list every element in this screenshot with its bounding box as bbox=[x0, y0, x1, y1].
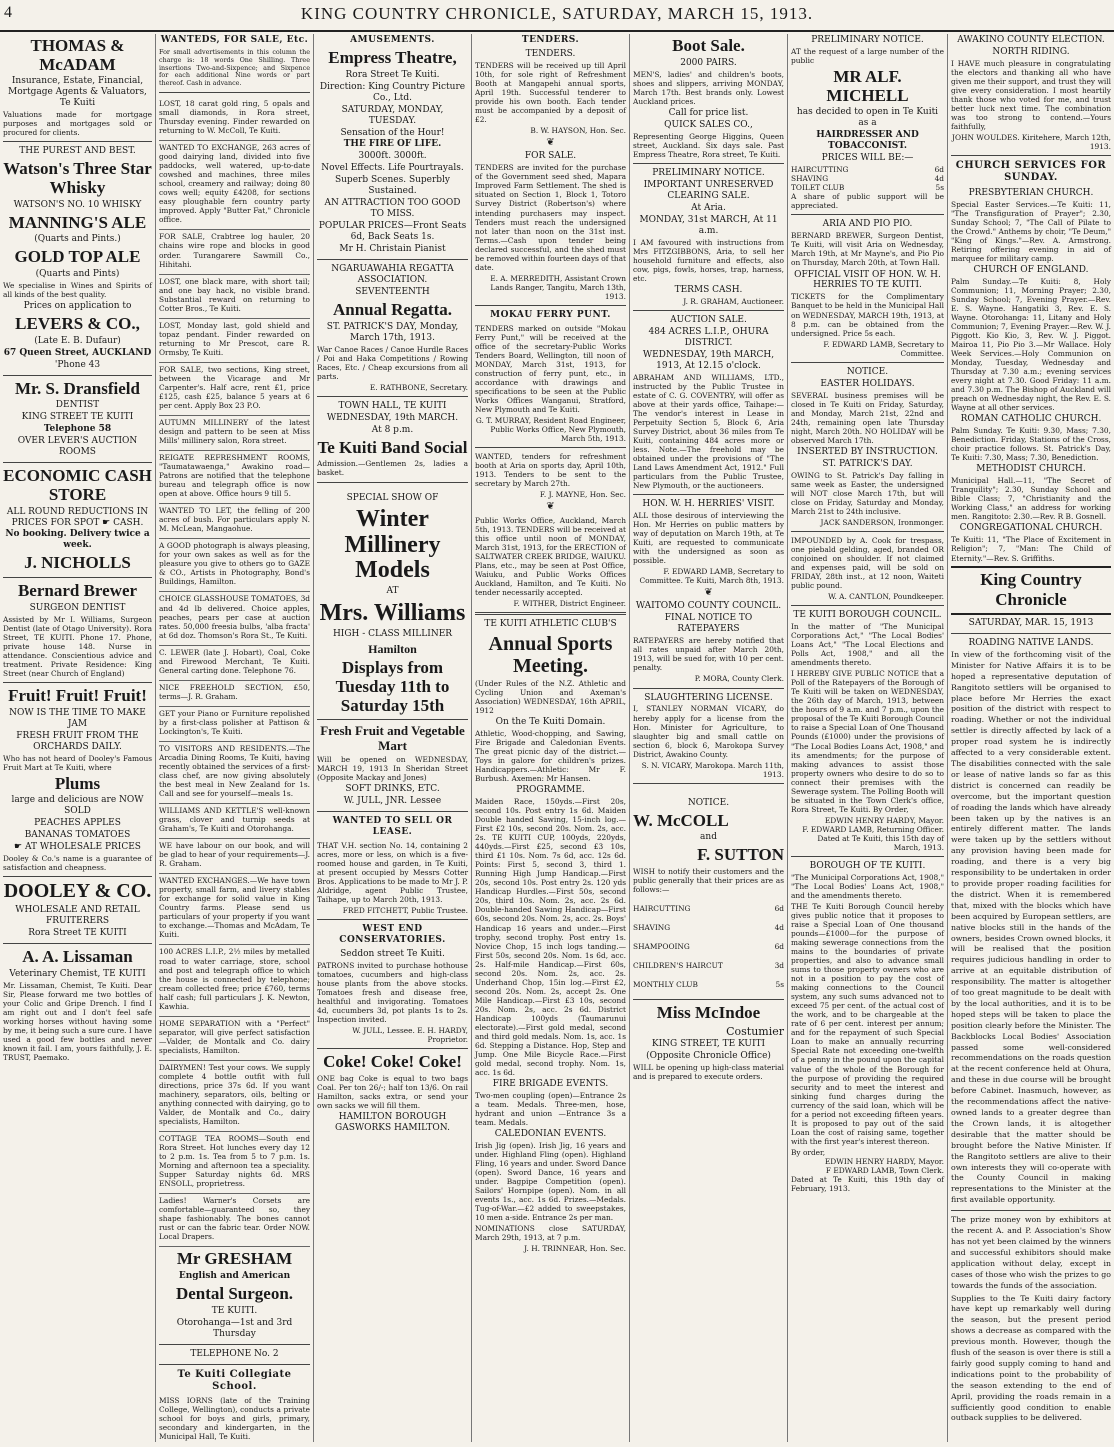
fire-of-life: THE FIRE OF LIFE. bbox=[343, 139, 442, 150]
caledonian-text: Irish Jig (open). Irish Jig, 16 years and under. Highland Fling (open). Highland Fling, 16 years and under. Sword Dance (open). Sword Dance, 16 years and under. Bagpipe Competition (open). Sailors' Hornpipe (open). Nom. in all events 1s., acc. 1s 6d. Prizes.—Medals. Tug-of-War.—£2 added to sweepstakes, 10 men a-side. Entrance 2s per man. bbox=[475, 1141, 626, 1223]
lissaman-text: Mr. Lissaman, Chemist, Te Kuiti. Dear Sir, Please forward me two bottles of your Colic and Gripe Drench. I find I am right out and I don't feel safe working horses without having some by me, it being such a sure cure. I have used a good few bottles and never known it fail. I am, yours faithfully, J. E. TRUST, Paemako. bbox=[3, 980, 152, 1062]
church-of-england: CHURCH OF ENGLAND. bbox=[973, 264, 1089, 275]
classified-ad: WANTED TO EXCHANGE, 263 acres of good dairying land, divided into five paddocks, well watered, up-to-date cowshed and machines, three miles school, creamery and railway; doing 80 cows well; equity £4208, for sections easy ploughable fern country party improved. Apply "Butter Fat," Chronicle office. bbox=[159, 141, 310, 230]
classified-ad: COTTAGE TEA ROOMS—South end Rora Street. Hot lunches every day 12 to 2 p.m. 1s. Tea from 5 to 7 p.m. 1s. Morning and afternoon tea a speciality. Supper Saturday nights 6d. MRS ENSOLL, proprietress. bbox=[159, 1132, 310, 1194]
quarts-label-1: (Quarts and Pints.) bbox=[34, 234, 121, 245]
dentist-label: DENTIST bbox=[55, 400, 100, 411]
mokau-heading: MOKAU FERRY PUNT. bbox=[490, 309, 611, 320]
lamb2-sig: F EDWARD LAMB, Town Clerk. bbox=[825, 1165, 944, 1175]
prelim-notice-6: PRELIMINARY NOTICE. bbox=[811, 35, 924, 45]
empress-title: Empress Theatre, bbox=[328, 47, 457, 67]
price-row: SHAMPOOING 6d bbox=[633, 942, 784, 952]
watsons-no10: WATSON'S NO. 10 WHISKY bbox=[13, 199, 142, 210]
classified-ad: CHOICE GLASSHOUSE TOMATOES, 3d and 4d lb delivered. Choice apples, peaches, pears per case at auction rates. 50,000 freesia bulbs, 'alba fracta' at 6d doz. Thomson's Rora St., Te Kuiti. bbox=[159, 592, 310, 645]
mart-opened: Will be opened on WEDNESDAY, MARCH 19, 1913 In Sheridan Street (Opposite Mackay and Jones) bbox=[317, 755, 468, 783]
classified-ad: WANTED EXCHANGES.—We have town property, small farm, and livery stables for exchange for solid value in King Country farms. Please send us particulars of your property if you want to exchange.—Thomas and McAdam, Te Kuiti. bbox=[159, 874, 310, 945]
inserted: INSERTED BY INSTRUCTION. bbox=[797, 446, 938, 457]
collegiate-text: MISS IORNS (late of the Training College, Wellington), conducts a private school for boys and girls, primary, secondary and kindergarten, in the Municipal Hall, Te Kuiti. bbox=[159, 1395, 310, 1442]
jull-sig: W. JULL, Lessee. E. H. HARDY, Proprietor. bbox=[352, 1026, 468, 1045]
coke-text: ONE bag Coke is equal to two bags Coal. Per ton 26/-; half ton 13/6. On rail Hamilton, sacks extra, or send your own sacks we will fill them. bbox=[317, 1074, 468, 1111]
classified-ad: 100 ACRES L.I.P., 2½ miles by metalled road to water carriage, store, school and post and telegraph office to which the house is connected by telephone; cream collected free; price £760, terms half cash; full particulars J. K. Newton, Kawhia. bbox=[159, 945, 310, 1016]
column-5 bbox=[630, 34, 788, 1442]
thomas-mcadam-title: THOMAS & McADAM bbox=[30, 36, 125, 74]
town-hall: TOWN HALL, TE KUITI bbox=[338, 400, 447, 411]
tender-4-sig: F. J. MAYNE, Hon. Sec. bbox=[539, 490, 626, 500]
mccoll-title: W. McCOLL bbox=[633, 810, 729, 830]
owing-text: OWING to St. Patrick's Day falling in same week as Easter, the undersigned will NOT close March 17th, but will close on Friday, Saturday and Monday, March 21st to 24th inclusive. bbox=[791, 470, 944, 516]
guarantee-text: Dooley & Co.'s name is a guarantee of satisfaction and cheapness. bbox=[3, 854, 152, 873]
matter-text: In the matter of "The Municipal Corporations Act," "The Local Bodies' Loans Act," "The Local Elections and Polls Act, 1908," and all the amendments thereto. bbox=[791, 622, 944, 668]
chronicle-logo: King Country Chronicle bbox=[951, 566, 1111, 615]
special-show: SPECIAL SHOW OF bbox=[346, 492, 439, 503]
tickets-text: TICKETS for the Complimentary Banquet to be held in the Municipal Hall on WEDNESDAY, MARCH 19th, 1913, at 8 p.m. can be obtained from the undersigned. Price 5s each. bbox=[791, 292, 944, 338]
monday-31st: MONDAY, 31st MARCH, At 11 a.m. bbox=[639, 214, 778, 236]
abraham-text: ABRAHAM AND WILLIAMS, LTD., instructed by the Public Trustee in estate of C. G. COVENTRY, will offer as above at their yards office, Taihape:—The vendor's interest in Lease in Perpetuity Section 5, Block 6, Aria Survey District, about 36 miles from Te Kuiti, containing 484 acres more or less. Note.—The freehold may be obtained under the provisions of "The Land Laws Amendment Act, 1912." Full particulars from the Public Trustee, New Plymouth, or the auctioneers. bbox=[633, 372, 784, 490]
price-row: MONTHLY CLUB 5s bbox=[633, 980, 784, 990]
classified-ad: LOST, one black mare, with short tail; and one bay hack, no visible brand. Substantial reward on returning to Cotter Bros., Te Kuiti. bbox=[159, 275, 310, 319]
tender-3: TENDERS marked on outside "Mokau Ferry Punt," will be received at the office of the secretary-Public Works Tenders Board, Wellington, till noon of MONDAY, March 31st, 1913, for construction of ferry punt, etc., in accordance with drawings and specifications to be seen at the Public Works Offices Wanganui, Stratford, New Plymouth and Te Kuiti. bbox=[475, 323, 626, 415]
notice-heading: NOTICE. bbox=[687, 797, 730, 808]
vh-text: THAT V.H. section No. 14, containing 2 acres, more or less, on which is a five-roomed house and garden, in Te Kuiti, at present occupied by Messrs Cotter Bros. Applications to be made to Mr J. P. Aldridge, agent Public Trustee, Taihape, up to March 20th, 1913. bbox=[317, 840, 468, 905]
classified-ad: LOST, Monday last, gold shield and topaz pendant. Finder rewarded on returning to Mr Prescot, care R. Ormsby, Te Kuiti. bbox=[159, 319, 310, 363]
lissaman-title: A. A. Lissaman bbox=[22, 947, 133, 967]
clearing-sale: IMPORTANT UNRESERVED CLEARING SALE. bbox=[643, 179, 774, 201]
for-sale-heading: FOR SALE. bbox=[524, 151, 577, 162]
admission: Admission.—Gentlemen 2s, ladies a basket. bbox=[317, 459, 468, 478]
page-number: 4 bbox=[4, 4, 12, 21]
programme-heading: PROGRAMME. bbox=[516, 785, 585, 796]
west-end: WEST END CONSERVATORIES. bbox=[339, 924, 446, 946]
borough-council: TE KUITI BOROUGH COUNCIL. bbox=[793, 610, 942, 621]
fitchett-sig: FRED FITCHETT, Public Trustee. bbox=[342, 906, 468, 916]
classified-ad: HOME SEPARATION with a "Perfect" separator, will give perfect satisfaction—Valder, de Montalk and Co. dairy specialists, Hamilton. bbox=[159, 1017, 310, 1061]
price-row: HAIRCUTTING 6d bbox=[633, 904, 784, 914]
several-text: SEVERAL business premises will be closed in Te Kuiti on Friday, Saturday, and Monday, March 21st, 22nd and 24th, remaining open late Thursday night, March 20th. NO HOLIDAY will be observed March 17th. bbox=[791, 390, 944, 445]
novel-effects: Novel Effects. Life Pourtrayals. bbox=[321, 163, 464, 174]
amusements-heading: AMUSEMENTS. bbox=[350, 35, 435, 45]
brewer-text: Assisted by Mr I. Williams, Surgeon Dentist (late of Otago University). Rora Street, TE KUITI. Phone 17. Phone, private house 148. Nurse in attendance. Conscientious advice and treatment. Private Residence: King Street (near Church of England) bbox=[3, 614, 152, 678]
band-social: Te Kuiti Band Social bbox=[317, 437, 468, 457]
attraction: AN ATTRACTION TOO GOOD TO MISS. bbox=[324, 198, 461, 220]
fitzgibbons-text: I AM favoured with instructions from Mrs FITZGIBBONS, Aria, to sell her household furniture and effects, also cow, pigs, fowls, horses, trap, harness, etc. bbox=[633, 237, 784, 283]
thomas-mcadam-lines: Insurance, Estate, Financial, Mortgage Agents & Valuators, Te Kuiti bbox=[8, 76, 147, 109]
tender-1: TENDERS will be received up till April 10th, for sole right of Refreshment Booth at Mangapehi annual sports, April 19th. Successful tenderer to provide his own booth. Each tender must be accompanied by a deposit of £2. bbox=[475, 60, 626, 125]
wanteds-heading: WANTEDS, FOR SALE, Etc. bbox=[160, 35, 309, 45]
rora-street: Rora Street Te Kuiti. bbox=[345, 69, 440, 80]
collegiate-title: Te Kuiti Collegiate School. bbox=[177, 1368, 292, 1392]
hamilton: Hamilton bbox=[368, 642, 417, 657]
classified-ad: FOR SALE, Crabtree log hauler, 20 chains wire rope and blocks in good order. Turangarere Sawmill Co., Hihitahi. bbox=[159, 230, 310, 274]
ngaruawahia: NGARUAWAHIA REGATTA ASSOCIATION. bbox=[331, 264, 454, 286]
tender-3-sig: G. T. MURRAY, Resident Road Engineer, Public Works Office, New Plymouth, March 5th, 1913. bbox=[475, 416, 626, 444]
column-4 bbox=[472, 34, 630, 1442]
dransfield-title: Mr. S. Dransfield bbox=[15, 378, 140, 398]
classified-ad: C. LEWER (late J. Hobart), Coal, Coke and Firewood Merchant, Te Kuiti. General carting done. Telephone 76. bbox=[159, 646, 310, 681]
levers-address: 67 Queen Street, AUCKLAND bbox=[3, 347, 152, 358]
rc-text: Palm Sunday. Te Kuiti: 9.30, Mass; 7.30, Benediction. Friday, Stations of the Cross, choir practice follows. St. Patrick's Day, Te Kuiti: 7.30, Mass; 7.30, Benediction. bbox=[951, 426, 1111, 463]
vicary-sig: S. N. VICARY, Marokopa. March 11th, 1913. bbox=[641, 760, 784, 779]
annual-regatta: Annual Regatta. bbox=[332, 300, 452, 320]
displays: Displays from Tuesday 11th to Saturday 15th bbox=[335, 658, 450, 715]
brewer-sub: SURGEON DENTIST bbox=[29, 602, 126, 613]
king-street-label: KING STREET TE KUITI bbox=[21, 412, 134, 423]
ornament-icon: ❦ bbox=[546, 137, 555, 149]
domain-label: On the Te Kuiti Domain. bbox=[495, 716, 606, 727]
column-7 bbox=[948, 34, 1114, 1442]
official-visit: OFFICIAL VISIT OF HON. W. H. HERRIES TO TE KUITI. bbox=[794, 269, 941, 291]
presbyterian: PRESBYTERIAN CHURCH. bbox=[968, 187, 1094, 198]
quick-text: Representing George Higgins, Queen street, Auckland. Six days sale. Past Empress Theatre, Rora street, Te Kuiti. bbox=[633, 131, 784, 159]
quick-sales: QUICK SALES CO., bbox=[664, 119, 753, 130]
borough-te-kuiti: BOROUGH OF TE KUITI. bbox=[809, 860, 926, 871]
wed-19th: WEDNESDAY, 19th MARCH, 1913, At 12.15 o'clock. bbox=[642, 349, 775, 371]
sports-rules: (Under Rules of the N.Z. Athletic and Cycling Union and Axeman's Association) WEDNESDAY, 16th APRIL, 1912 bbox=[475, 678, 626, 715]
mora-sig: P. MORA, County Clerk. bbox=[694, 674, 784, 684]
no-booking: No booking. Delivery twice a week. bbox=[5, 529, 150, 551]
fresh-fruit: FRESH FRUIT FROM THE ORCHARDS DAILY. bbox=[16, 730, 139, 752]
woulds-text: I HAVE much pleasure in congratulating the electors and thanking all who have given me their support, and trust they will give every consideration. I most heartily thank those who voted for me, and trust better luck next time. The combination was too strong to contend.—Yours faithfully, bbox=[951, 58, 1111, 132]
dated: Dated at Te Kuiti, this 19th day of February, 1913. bbox=[791, 1174, 944, 1193]
classified-ad: TO VISITORS AND RESIDENTS.—The Arcadia Dining Rooms, Te Kuiti, having recently obtained the services of a first-class chef, are now giving absolutely the best meal in New Zealand for 1s. Call and see for yourself—meals 1s. bbox=[159, 742, 310, 804]
st-pat-heading: ST. PATRICK'S DAY. bbox=[822, 458, 913, 469]
newspaper-title: KING COUNTRY CHRONICLE, SATURDAY, MARCH 15, 1913. bbox=[300, 4, 814, 23]
sutton-title: F. SUTTON bbox=[697, 845, 784, 865]
prelim-notice: PRELIMINARY NOTICE. bbox=[652, 167, 765, 178]
economic-title: ECONOMIC CASH STORE bbox=[3, 466, 152, 504]
tender-4: WANTED, tenders for refreshment booth at Aria on sports day, April 10th, 1913. Tenders to be sent to the secretary by March 27th. bbox=[475, 452, 626, 489]
wish-text: WISH to notify their customers and the public generally that their prices are as follows:— bbox=[633, 867, 784, 895]
congregational: CONGREGATIONAL CHURCH. bbox=[959, 523, 1103, 534]
classified-ad: REIGATE REFRESHMENT ROOMS, "Taumatawaenga," Awakino road—Patrons are notified that the telephone bureau and telegraph office is now open at above. Office hours 9 till 5. bbox=[159, 451, 310, 504]
classified-ad: AUTUMN MILLINERY of the latest design and pattern to be seen at Miss Mills' millinery salon, Rora street. bbox=[159, 416, 310, 451]
at-aria: At Aria. bbox=[691, 202, 726, 213]
hardy2-sig: EDWIN HENRY HARDY, Mayor. bbox=[824, 1156, 944, 1166]
prices-will-be: PRICES WILL BE:— bbox=[821, 153, 914, 164]
fire-text: Two-men coupling (open)—Entrance 2s a team. Medals. Three-men, hose, hydrant and union —Entrance 3s a team. Medals. bbox=[475, 1091, 626, 1128]
price-row: SHAVING 4d bbox=[791, 174, 944, 184]
ornament-icon: ❦ bbox=[704, 587, 713, 599]
film-length: 3000ft. 3000ft. bbox=[358, 151, 427, 162]
classified-ad: A GOOD photograph is always pleasing, for your own sakes as well as for the pleasure you give to others go to GAZE & CO., Artists in Photography, Bond's Buildings, Hamilton. bbox=[159, 539, 310, 592]
and-label: and bbox=[700, 832, 717, 843]
gresham-title: Mr GRESHAM bbox=[176, 1249, 293, 1269]
wholesale-prices: ☛ AT WHOLESALE PRICES bbox=[14, 842, 141, 853]
dooley-sub: WHOLESALE AND RETAIL FRUITERERS bbox=[15, 905, 140, 927]
classified-ad: LOST, 18 carat gold ring, 5 opals and small diamonds, in Rora street, Thursday evening. Finder rewarded on returning to W. McColl, Te Kuiti. bbox=[159, 97, 310, 141]
will-open: WILL be opening up high-class material and is prepared to execute orders. bbox=[633, 1063, 784, 1082]
gold-top-title: GOLD TOP ALE bbox=[14, 247, 141, 267]
woulds-sig: JOHN WOULDES. Kiritehere, March 12th, 1913. bbox=[952, 133, 1111, 152]
tender-5-sig: F. WITHER, District Engineer. bbox=[513, 598, 626, 608]
call-price-list: Call for price list. bbox=[668, 107, 749, 118]
over-levers: OVER LEVER'S AUCTION ROOMS bbox=[17, 436, 138, 458]
classified-ad: NICE FREEHOLD SECTION, £50, terms—J. R. Graham. bbox=[159, 681, 310, 707]
church-services: CHURCH SERVICES FOR SUNDAY. bbox=[955, 160, 1107, 184]
prize-text: The prize money won by exhibitors at the recent A. and P. Association's Show has not yet been claimed by the winners and successful exhibitors should make application without delay, except in cases of those who wish the prizes to go towards the funds of the association. bbox=[951, 1215, 1111, 1290]
impounded-text: IMPOUNDED by A. Cook for trespass, one piebald gelding, aged, branded OR conjoined on shoulder. If not claimed and expenses paid, will be sold on FRIDAY, 28th inst., at 12 noon, Waiteti public pound. bbox=[791, 535, 944, 591]
tender-5: Public Works Office, Auckland, March 5th, 1913. TENDERS will be received at this office until noon of MONDAY, March 31st, 1913, for the ERECTION of SALTWATER CREEK BRIDGE, WAIUKU. Plans, etc., may be seen at Post Office, Waiuku, and Public Works Offices Auckland, Hamilton, and Te Kuiti. No tender necessarily accepted. bbox=[475, 515, 626, 597]
methodist-text: Municipal Hall.—11, "The Secret of Tranquility"; 2.30, Sunday School and Bible Class; 7, "Christianity and the Working Class," an address for working men. Rangitoto: 2.30.—Rev. R B. Gosnell. bbox=[951, 476, 1111, 522]
methodist: METHODIST CHURCH. bbox=[976, 464, 1086, 475]
watsons-title: Watson's Three Star Whisky bbox=[3, 159, 152, 198]
brewer-title: Bernard Brewer bbox=[17, 581, 138, 601]
cong-text: Te Kuiti: 11, "The Place of Excitement in Religion"; 7, "Man: The Child of Eternity."—Rev. S. Griffiths. bbox=[951, 535, 1111, 563]
coke-title: Coke! Coke! Coke! bbox=[323, 1052, 462, 1072]
editorial-text: In view of the forthcoming visit of the Minister for Native Affairs it is to be hoped a representative deputation of Rangitoto settlers will be organised to place before Mr Herries the exact position of the district with respect to roading. Whether or not the individual settler is directly affected by lack of a proper road system he is indirectly affected to a very considerable extent. The disabilities connected with the sale or lease of native lands so far as this district is concerned can readily be overcome, but the important question of roading the lands which have already been taken up by the natives is an entirely different matter. The lands were taken up by the settlers without any provision having been made for roading, and there is a very big responsibility to be undertaken in order to provide proper roading facilities for the district. When it is remembered that, mixed with the blocks which have been acquired by European settlers, are native blocks still in the hands of the owners, besides Crown owned blocks, it will be realised that the position requires judicious handling in order to arrive at an equitable distribution of responsibility. The matter is altogether of too great magnitude to be dealt with by the local authorities, and it is to be hoped steps will be taken to place the position clearly before the Minister. The Backblocks Local Bodies' Association passed some well-considered recommendations on the roads question at the recent conference held at Ohura, and these in due course will be brought before Cabinet. Inasmuch, however, as the recommendations affect the native-owned lands to a greater degree than the Crown lands, it is altogether desirable that the matter should be brought before the Native Minister. If the Rangitoto settlers are alive to their own interests they will co-operate with the County Council in making representations to the Minister at the first available opportunity. bbox=[951, 649, 1111, 1205]
roading-heading: ROADING NATIVE LANDS. bbox=[968, 637, 1094, 648]
seventeenth: SEVENTEENTH bbox=[355, 287, 430, 298]
classified-ad: WE have labour on our book, and will be glad to hear of your requirements—J. R. Graham. bbox=[159, 839, 310, 874]
thomas-mcadam-text: Valuations made for mortgage purposes and mortgages sold or procured for clients. bbox=[3, 110, 152, 138]
wanted-sell: WANTED TO SELL OR LEASE. bbox=[332, 816, 453, 837]
popular-prices: POPULAR PRICES—Front Seats 6d, Back Seats 1s. bbox=[318, 221, 467, 243]
vicary-text: I, STANLEY NORMAN VICARY, do hereby apply for a license from the Hon. Minister for Agriculture, to slaughter big and small cattle on section 6, block 6, Marokopa Survey District, Awakino County. bbox=[633, 704, 784, 759]
soft-drinks: SOFT DRINKS, ETC. bbox=[345, 784, 440, 795]
loan-text: THE Te Kuiti Borough Council hereby gives public notice that it proposes to raise a Special Loan of One thousand pounds—£1000—for the purpose of making sewerage connections from the mains to the boundaries of private properties, and also to advance small sums to those property owners who are not in a position to pay the cost of making connections to the Council system, any such sums advanced not to exceed 75 per cent. of the actual cost of the work, and to be chargeable at the rate of 6 per cent. interest per annum; and for the repayment of such Special Loan to make an annually recurring Special Rate not exceeding one-twelfth of a penny in the pound upon the capital value of the whole of the Borough for the purpose of providing the required security and to meet the interest and sinking fund charges during the currency of the said loan, which will be for a period not exceeding fifteen years. It is proposed to pay out of the said Loan the cost of raising same, together with the first year's interest thereon. bbox=[791, 901, 944, 1146]
aria-pio: ARIA AND PIO PIO. bbox=[822, 219, 913, 230]
costumier: Costumier bbox=[726, 1024, 784, 1038]
dooley-address: Rora Street TE KUITI bbox=[28, 928, 127, 939]
regatta-items: War Canoe Races / Canoe Hurdle Races / Poi and Haka Competitions / Rowing Races, Etc. / Cheap excursions from all parts. bbox=[317, 344, 468, 381]
column-6 bbox=[788, 34, 948, 1442]
rathbone-sig: E. RATHBONE, Secretary. bbox=[369, 382, 468, 392]
auction-sale: AUCTION SALE. bbox=[670, 314, 747, 325]
masthead bbox=[0, 0, 1114, 32]
mannings-title: MANNING'S ALE bbox=[8, 212, 147, 232]
tender-2: TENDERS are invited for the purchase of the Government seed shed, Mapara Improved Farm Settlement. The shed is situated on Section 1, Block 1, Totoro Survey District (Robertson's) where intending purchasers may inspect. Tenders must reach the undersigned not later than noon on the 31st inst. Terms.—Cash upon tender being declared successful, and the shed must be removed within fourteen days of that date. bbox=[475, 163, 626, 272]
fruit-title: Fruit! Fruit! Fruit! bbox=[8, 685, 147, 705]
now-is-time: NOW IS THE TIME TO MAKE JAM bbox=[9, 707, 146, 729]
gresham-sub: English and American bbox=[178, 1271, 291, 1282]
tenders-sub: TENDERS. bbox=[525, 48, 576, 59]
classified-ad: GET your Piano or Furniture repolished by a first-class polisher at Pattison & Lockington's, Te Kuiti. bbox=[159, 707, 310, 742]
brewer-visit: BERNARD BREWER, Surgeon Dentist, Te Kuiti, will visit Aria on Wednesday, March 19th, at Mr Mayne's, and Pio Pio on Thursday, March 20th, at Town Hall. bbox=[791, 231, 944, 268]
presbyterian-text: Special Easter Services.—Te Kuiti: 11, "The Transfiguration of Prayer"; 2.30, Sunday School; 7, "The Call of Pilate to the Crowd." Anthems by choir, "Te Deum," "King of Kings."—Rev. A. Armstrong. Retiring offering evening in aid of marquee for military camp. bbox=[951, 199, 1111, 263]
at-label: AT bbox=[386, 586, 399, 597]
by-order: By order, bbox=[791, 1147, 826, 1157]
all-round-text: ALL ROUND REDUCTIONS IN PRICES FOR SPOT ☛ CASH. bbox=[6, 506, 149, 528]
herries-visit: HON. W. H. HERRIES' VISIT. bbox=[642, 499, 775, 510]
tender-2-sig: E. A. MERREDITH, Assistant Crown Lands Ranger, Tangitu, March 13th, 1913. bbox=[490, 273, 626, 301]
dental-surgeon: Dental Surgeon. bbox=[175, 1284, 294, 1304]
dooley-question: Who has not heard of Dooley's Famous Fruit Mart at Te Kuiti, where bbox=[3, 753, 152, 772]
nominations: NOMINATIONS close SATURDAY, March 29th, 1913, at 7 p.m. bbox=[475, 1224, 626, 1243]
nicholls-title: J. NICHOLLS bbox=[24, 553, 131, 573]
prices-application: Prices on application to bbox=[23, 301, 132, 312]
telephone-58: Telephone 58 bbox=[43, 424, 112, 435]
returning-sig: F. EDWARD LAMB, Returning Officer. Dated at Te Kuiti, this 15th day of March, 1913. bbox=[802, 824, 944, 852]
caledonian-heading: CALEDONIAN EVENTS. bbox=[494, 1129, 607, 1140]
athletic-club: TE KUITI ATHLETIC CLUB'S bbox=[484, 618, 617, 629]
hcm: HIGH - CLASS MILLINER bbox=[332, 629, 453, 640]
north-riding: NORTH RIDING. bbox=[992, 46, 1070, 57]
sanderson-sig: JACK SANDERSON, Ironmonger. bbox=[820, 517, 944, 527]
levers-phone: 'Phone 43 bbox=[54, 359, 101, 370]
st-patricks-day: ST. PATRICK'S DAY, Monday, March 17th, 1913. bbox=[326, 321, 459, 343]
plums-text: large and delicious are NOW SOLD bbox=[11, 795, 144, 817]
herries-sig: F. EDWARD LAMB, Secretary to Committee. Te Kuiti, March 8th, 1913. bbox=[639, 567, 784, 586]
bananas-tomatoes: BANANAS TOMATOES bbox=[24, 830, 131, 841]
classified-ad: FOR SALE, two sections, King street, between the Vicarage and Mr Carpenter's. Half acre, rent £1, price £125, cash £25, balance 5 years at 6 per cent. Apply Box 23 P.O. bbox=[159, 363, 310, 416]
cofe-text: Palm Sunday.—Te Kuiti: 8, Holy Communion; 11, Morning Prayer; 2.30, Sunday School; 7, Evening Prayer.—Rev. E. S. Wayne. Hangatiki 3, Rev. E. S. Wayne. Otorohanga: 11, Litany and Holy Communion; 7, Evening Prayer.—Rev. W. J. Piggott. Kio Kio, 3, Rev. W. J. Piggot. Mairoa 11, Pio Pio 3.—Mr Wallace. Holy Week Services.—Holy Communion on Monday, Tuesday, Wednesday and Thursday at 7.30 a.m.; evening services every night at 7.30. Good Friday: 11 a.m. and 7.30 p.m. The Bishop of Auckland will preach on Wednesday night, the Rev. E. S. Wayne at all other services. bbox=[951, 276, 1111, 413]
classified-ad: DAIRYMEN! Test your cows. We supply complete 4 bottle outfit with full directions, price 37s 6d. If you want machinery, separators, oils, belting or anything connected with dairying, go to Valder, de Montalk and Co., dairy specialists, Hamilton. bbox=[159, 1061, 310, 1132]
dental-location: TE KUITI. bbox=[211, 1305, 258, 1316]
trinnear-sig: J. H. TRINNEAR, Hon. Sec. bbox=[524, 1244, 626, 1254]
wines-text: We specialise in Wines and Spirits of all kinds of the best quality. bbox=[3, 281, 152, 300]
ohura-acres: 484 ACRES L.I.P., OHURA DISTRICT. bbox=[648, 326, 769, 348]
plums-title: Plums bbox=[54, 773, 101, 793]
mrs-williams: Mrs. Williams bbox=[319, 600, 466, 626]
superb-scenes: Superb Scenes. Superbly Sustained. bbox=[334, 175, 451, 197]
wednesday-19th: WEDNESDAY, 19th MARCH. bbox=[326, 412, 459, 423]
classified-ad: WILLIAMS AND KETTLE'S well-known grass, clover and turnip seeds at Graham's, Te Kuiti and Otorohanga. bbox=[159, 804, 310, 839]
telephone-2: TELEPHONE No. 2 bbox=[190, 1348, 279, 1359]
annual-sports: Annual Sports Meeting. bbox=[488, 632, 613, 677]
pairs: 2000 PAIRS. bbox=[680, 57, 737, 68]
page-columns bbox=[0, 34, 1114, 1444]
sensation: Sensation of the Hour! bbox=[340, 127, 445, 138]
boot-text: MEN'S, ladies' and children's boots, shoes and slippers, arriving MONDAY, March 17th. Best brands only. Lowest Auckland prices. bbox=[633, 69, 784, 106]
graham-sig: J. R. GRAHAM, Auctioneer. bbox=[683, 296, 784, 306]
mcindoe-address: KING STREET, TE KUITI bbox=[651, 1039, 766, 1050]
peaches-apples: PEACHES APPLES bbox=[34, 818, 121, 829]
tenders-heading: TENDERS. bbox=[521, 35, 580, 45]
direction: Direction: King Country Picture Co., Ltd. bbox=[319, 81, 466, 103]
roman-catholic: ROMAN CATHOLIC CHURCH. bbox=[960, 414, 1102, 425]
opp-chronicle: (Opposite Chronicle Office) bbox=[646, 1051, 771, 1062]
decided-text: has decided to open in Te Kuiti as a bbox=[796, 107, 939, 129]
athletic-text: Athletic, Wood-chopping, and Sawing, Fire Brigade and Caledonian Events. The great picnic day of the district.—Toys in galore for children's prizes. Handicappers.—Athletic: Mr F. Burbush. Axemen: Mr Hansen. bbox=[475, 728, 626, 784]
ornament-icon: ❦ bbox=[546, 501, 555, 513]
screening-days: SATURDAY, MONDAY, TUESDAY. bbox=[341, 104, 444, 126]
classified-ad: WANTED TO LET, the felling of 200 acres of bush. For particulars apply N. M. McLean, Mangaohue. bbox=[159, 504, 310, 539]
at-8pm: At 8 p.m. bbox=[371, 424, 414, 435]
otorohanga-visits: Otorohanga—1st and 3rd Thursday bbox=[176, 1317, 293, 1339]
dairy-text: Supplies to the Te Kuiti dairy factory have kept up remarkably well during the season, but the present period shows a decrease as compared with the previous month. However, though the flush of the season is over there is still a fairly good supply coming to hand and indications point to the probability of the season extending to the end of April, providing the roads remain in a sufficiently good condition to enable outback supplies to be delivered. bbox=[951, 1293, 1111, 1423]
levers-title: LEVERS & CO., bbox=[15, 314, 140, 334]
wanteds-intro: For small advertisements in this column the charge is: 18 words One Shilling. Three insertions Two-and-Sixpence; and Sixpence for each additional Nine words or part thereof. Cash in advance. bbox=[159, 47, 310, 88]
gasworks: HAMILTON BOROUGH GASWORKS HAMILTON. bbox=[335, 1112, 450, 1134]
share-text: A share of public support will be appreciated. bbox=[791, 192, 944, 211]
hereby-text: I HEREBY GIVE PUBLIC NOTICE that a Poll of the Ratepayers of the Borough of Te Kuiti will be taken on WEDNESDAY, the 26th day of March, 1913, between the hours of 9 a.m. and 7 p.m., upon the proposal of the Te Kuiti Borough Council to raise a Special Loan of One Thousand Pounds (£1000) under the provisions of "The Local Bodies Loans Act, 1908," and its amendments; for the purpose of making advances to assist those property owners who desire to do so to connect their premises with the Sewerage system. The Polling Booth will be situated in the Town Clerk's office, Rora Street, Te Kuiti. By Order, bbox=[791, 669, 944, 814]
michell-title: MR ALF. MICHELL bbox=[826, 67, 909, 105]
price-row: TOILET CLUB 5s bbox=[791, 183, 944, 193]
boot-sale: Boot Sale. bbox=[672, 36, 745, 55]
matter2-text: "The Municipal Corporations Act, 1908," "The Local Bodies' Loans Act, 1908," and the amendments thereto. bbox=[791, 872, 944, 900]
column-3 bbox=[314, 34, 472, 1442]
chronicle-date: SATURDAY, MAR. 15, 1913 bbox=[968, 618, 1094, 628]
winter-millinery: Winter Millinery Models bbox=[344, 506, 441, 583]
fire-brigade-heading: FIRE BRIGADE EVENTS. bbox=[492, 1079, 609, 1090]
hardy-sig: EDWIN HENRY HARDY, Mayor. bbox=[824, 815, 944, 825]
dooley-title: DOOLEY & CO. bbox=[3, 880, 152, 903]
levers-sub: (Late E. B. Dufaur) bbox=[34, 335, 121, 346]
programme-text: Maiden Race, 150yds.—First 20s, second 10s. Post entry 1s 6d. Maiden Double handed Sawing, 15-inch log.—First £2 10s, second 20s. Nom. 2s, acc. 2s. TE KUITI CUP, 100yds, 220yds, 440yds.—First £25, second £3 10s, third £1 10s. Nom. 7s 6d, acc. 12s 6d. Points: First 5, second 3, third 1. Running High Jump Handicap.—First 20s, second 10s. Post entry 2s. 120 yds Handicap Hurdles.—First 50s, second 20s, third 10s. Nom. 2s, acc. 2s 6d. Double-handed Sawing Handicap—First 60s, second 20s. Nom. 2s, acc. 2s. Boys' Handicap 16 years and under.—First trophy, second trophy. Post entry 1s. Novice Chop, 15 inch logs tanding.—First 50s, second 20s. Nom. 1s 6d, acc. 2s. Half-mile Handicap.—First 60s, second 20s. Nom. 2s, acc. 2s. Underhand Chop, 15in log.—First £2, second 20s. Nom. 2s, accept 2s. One Mile Handicap.—First £3 10s, second 20s. Nom. 2s, acc. 2s 6d. District Handicap 100yds (Taumarunui electorate).—First gold medal, second and third gold medals. Nom. 1s, acc. 1s 6d. Stepping a Distance. Hop, Step and Jump. One Mile Bicycle Race.—First gold medal, second trophy. Nom. 1s, acc. 1s 6d. bbox=[475, 797, 626, 1077]
mcindoe-title: Miss McIndoe bbox=[656, 1003, 761, 1023]
final-notice: FINAL NOTICE TO RATEPAYERS bbox=[664, 613, 753, 635]
lissaman-sub: Veterinary Chemist, TE KUITI bbox=[9, 968, 146, 979]
price-row: SHAVING 4d bbox=[633, 923, 784, 933]
quarts-label-2: (Quarts and Pints) bbox=[35, 269, 120, 280]
pianist: Mr H. Christain Pianist bbox=[339, 244, 446, 255]
lamb-sig: F. EDWARD LAMB, Secretary to Committee. bbox=[823, 339, 944, 358]
column-2 bbox=[156, 34, 314, 1442]
fresh-mart: Fresh Fruit and Vegetable Mart bbox=[320, 723, 465, 753]
easter-holidays: EASTER HOLIDAYS. bbox=[820, 378, 915, 389]
awakino-election: AWAKINO COUNTY ELECTION. bbox=[957, 35, 1105, 45]
herries-text: ALL those desirous of interviewing the Hon. Mr Herries on public matters by way of deputation on March 19th, at Te Kuiti, are requested to communicate with the undersigned as soon as possible. bbox=[633, 511, 784, 566]
column-1 bbox=[0, 34, 156, 1442]
seddon-street: Seddon street Te Kuiti. bbox=[340, 949, 445, 960]
tender-1-sig: B. W. HAYSON, Hon. Sec. bbox=[530, 126, 626, 136]
rates-text: RATEPAYERS are hereby notified that all rates unpaid after March 20th, 1913, will be sued for, with 10 per cent. penalty. bbox=[633, 636, 784, 673]
price-row: HAIRCUTTING 6d bbox=[791, 165, 944, 175]
request-text: AT the request of a large number of the public bbox=[791, 46, 944, 65]
classified-ad: Ladies! Warner's Corsets are comfortable—guaranteed so, they shape fashionably. The bones cannot rust or can the fabric tear. Order NOW. Local Drapers. bbox=[159, 1194, 310, 1247]
terms-cash: TERMS CASH. bbox=[674, 284, 743, 295]
jull-lessee: W. JULL, JNR. Lessee bbox=[343, 796, 442, 807]
slaughtering: SLAUGHTERING LICENSE. bbox=[644, 692, 773, 703]
price-row: CHILDREN'S HAIRCUT 3d bbox=[633, 961, 784, 971]
notice-6: NOTICE. bbox=[846, 366, 889, 377]
purest-heading: THE PUREST AND BEST. bbox=[19, 146, 136, 157]
patrons-text: PATRONS invited to purchase hothouse tomatoes, cucumbers and high-class house plants from the above stocks. Tomatoes fresh and disease free, healthful and invigorating. Tomatoes 4d, cucumbers 3d, pot plants 1s to 2s. Inspection invited. bbox=[317, 961, 468, 1025]
waitomo-council: WAITOMO COUNTY COUNCIL. bbox=[635, 601, 782, 612]
cantlon-sig: W. A. CANTLON, Poundkeeper. bbox=[828, 592, 944, 602]
hairdresser: HAIRDRESSER AND TOBACCONIST. bbox=[816, 130, 919, 152]
